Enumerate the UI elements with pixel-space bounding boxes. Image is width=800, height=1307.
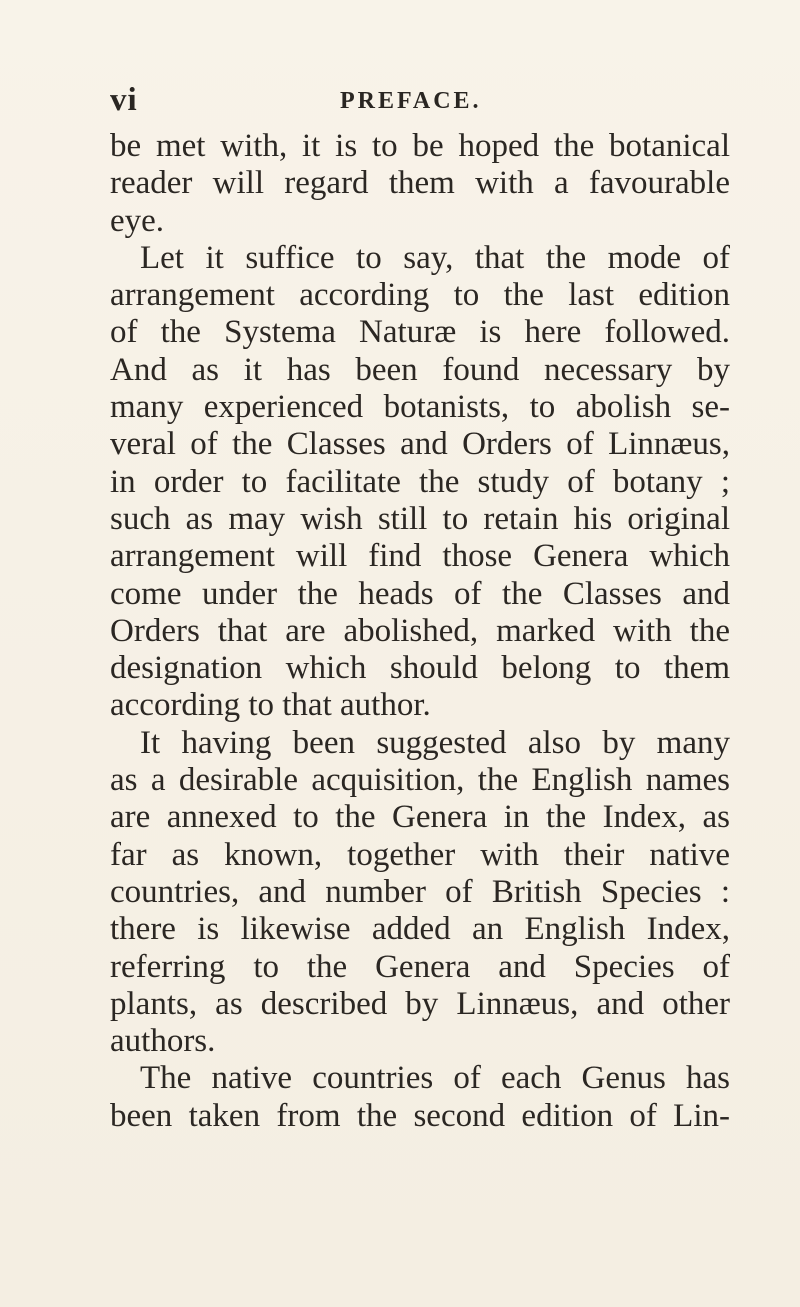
text-line: reader will regard them with a favourable: [110, 165, 730, 202]
text-line: And as it has been found necessary by: [110, 351, 730, 388]
text-line: such as may wish still to retain his original: [110, 500, 730, 537]
text-line: in order to facilitate the study of botany ;: [110, 463, 730, 500]
text-line: been taken from the second edition of Lin-: [110, 1097, 730, 1134]
text-line: referring to the Genera and Species of: [110, 948, 730, 985]
text-line: according to that author.: [110, 687, 431, 724]
text-line: eye.: [110, 202, 165, 239]
page-header: [110, 82, 710, 122]
text-line: designation which should belong to them: [110, 650, 730, 687]
text-line: come under the heads of the Classes and: [110, 575, 730, 612]
body-text: [110, 128, 730, 1135]
text-line: of the Systema Naturæ is here followed.: [110, 314, 730, 351]
text-line: countries, and number of British Species :: [110, 873, 730, 910]
text-line: It having been suggested also by many: [140, 724, 730, 761]
text-line: be met with, it is to be hoped the botanical: [110, 128, 730, 164]
text-line: arrangement according to the last edition: [110, 277, 730, 314]
text-line: arrangement will find those Genera which: [110, 538, 730, 575]
page-number: vi: [110, 82, 138, 118]
running-head: PREFACE.: [340, 88, 482, 114]
text-line: plants, as described by Linnæus, and other: [110, 985, 730, 1022]
text-line: The native countries of each Genus has: [140, 1060, 730, 1097]
text-line: Let it suffice to say, that the mode of: [140, 239, 730, 276]
text-line: there is likewise added an English Index,: [110, 911, 730, 948]
text-line: many experienced botanists, to abolish se-: [110, 389, 730, 426]
text-line: far as known, together with their native: [110, 836, 730, 873]
text-line: Orders that are abolished, marked with the: [110, 612, 730, 649]
text-line: authors.: [110, 1023, 216, 1060]
text-line: are annexed to the Genera in the Index, as: [110, 799, 730, 836]
text-line: as a desirable acquisition, the English names: [110, 762, 730, 799]
text-line: veral of the Classes and Orders of Linnæus,: [110, 426, 730, 463]
